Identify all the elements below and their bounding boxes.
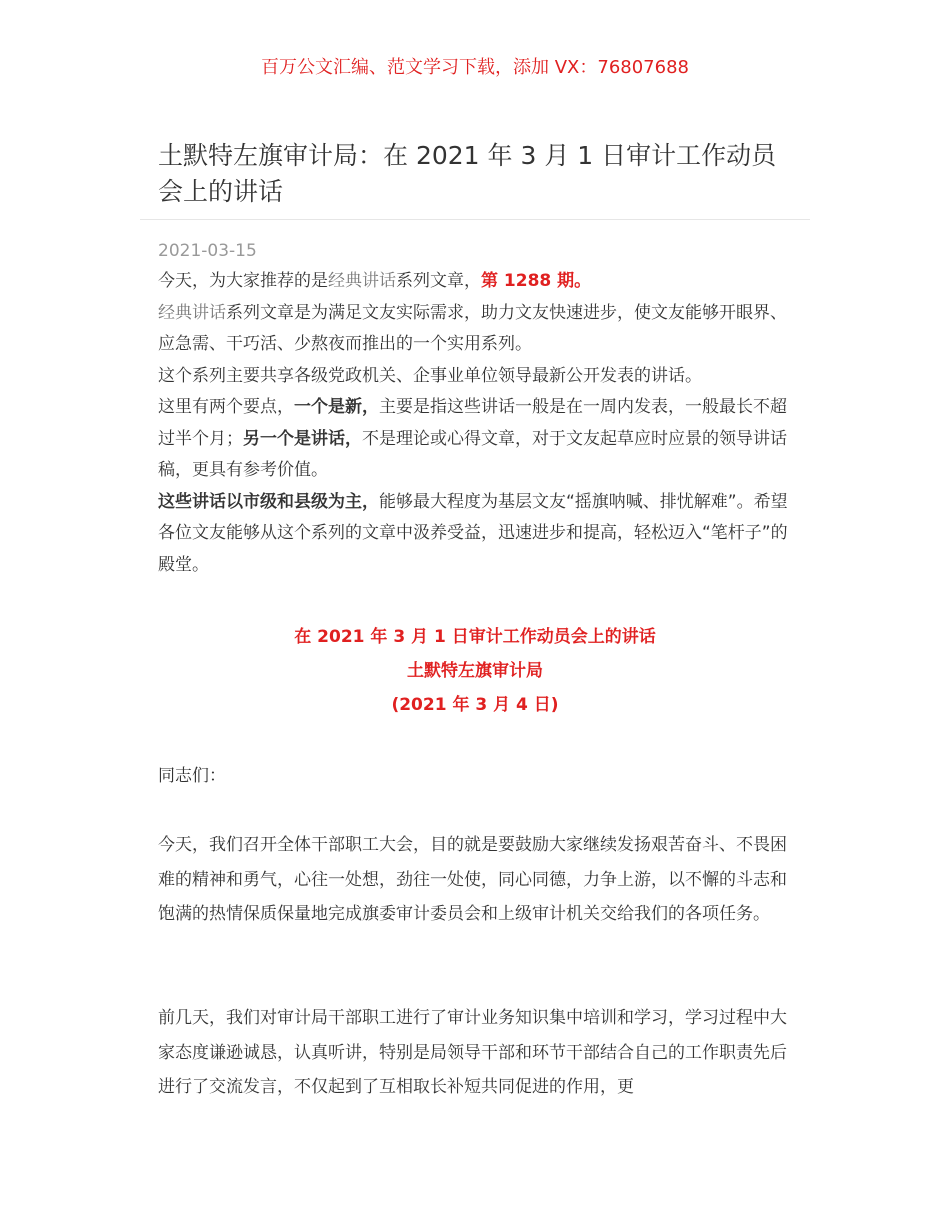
intro-section: [158, 266, 792, 581]
key-point-new: 一个是新，: [294, 397, 379, 417]
intro-line-5: [158, 487, 792, 582]
article-title: 土默特左旗审计局：在 2021 年 3 月 1 日审计工作动员会上的讲话: [158, 141, 777, 206]
intro-text: 不是理论或心得文章，对于文友起草应时应景的领导讲话稿，更具有参考价值。: [158, 428, 787, 480]
intro-text: 主要是指这些讲话一般是在一周内发表，一般最长不超过半个月；: [158, 397, 787, 449]
speech-heading: 在 2021 年 3 月 1 日审计工作动员会上的讲话: [294, 627, 656, 647]
key-point-speech: 另一个是讲话，: [243, 428, 362, 449]
intro-text: 这里有两个要点，: [158, 397, 294, 417]
promo-banner: 百万公文汇编、范文学习下载，添加 VX：76807688: [261, 57, 689, 78]
publish-date: 2021-03-15: [158, 241, 257, 261]
speech-paragraph-1: 今天，我们召开全体干部职工大会，目的就是要鼓励大家继续发扬艰苦奋斗、不畏困难的精神和勇气，心往一处想，劲往一处使，同心同德，力争上游，以不懈的斗志和饱满的热情保质保量地完成旗委审计委员会和上级审计机关交给我们的各项任务。: [158, 835, 787, 924]
speech-date: (2021 年 3 月 4 日): [391, 695, 559, 715]
series-name: 经典讲话: [328, 271, 396, 291]
intro-text: 系列文章是为满足文友实际需求，助力文友快速进步，使文友能够开眼界、应急需、干巧活、少熬夜而推出的一个实用系列。: [158, 302, 787, 354]
speech-org: 土默特左旗审计局: [407, 661, 543, 681]
intro-line-2: [158, 298, 792, 361]
intro-line-4: [158, 392, 792, 487]
intro-text: 能够最大程度为基层文友“摇旗呐喊、排忧解难”。希望各位文友能够从这个系列的文章中汲养受益，迅速进步和提高，轻松迈入“笔杆子”的殿堂。: [158, 491, 788, 575]
intro-line-1: [158, 266, 792, 298]
salutation: 同志们：: [158, 766, 226, 786]
speech-paragraph-2: 前几天，我们对审计局干部职工进行了审计业务知识集中培训和学习，学习过程中大家态度谦逊诚恳，认真听讲，特别是局领导干部和环节干部结合自己的工作职责先后进行了交流发言，不仅起到了互相取长补短共同促进的作用，更: [158, 1008, 787, 1097]
intro-text: 系列文章，: [396, 271, 481, 291]
title-divider: [140, 219, 810, 220]
intro-text: 今天，为大家推荐的是: [158, 271, 328, 291]
intro-line-3: 这个系列主要共享各级党政机关、企事业单位领导最新公开发表的讲话。: [158, 365, 702, 386]
key-point-level: 这些讲话以市级和县级为主，: [158, 491, 379, 512]
speech-header: [0, 620, 950, 722]
issue-number: 第 1288 期。: [481, 271, 592, 291]
series-name: 经典讲话: [158, 302, 226, 323]
